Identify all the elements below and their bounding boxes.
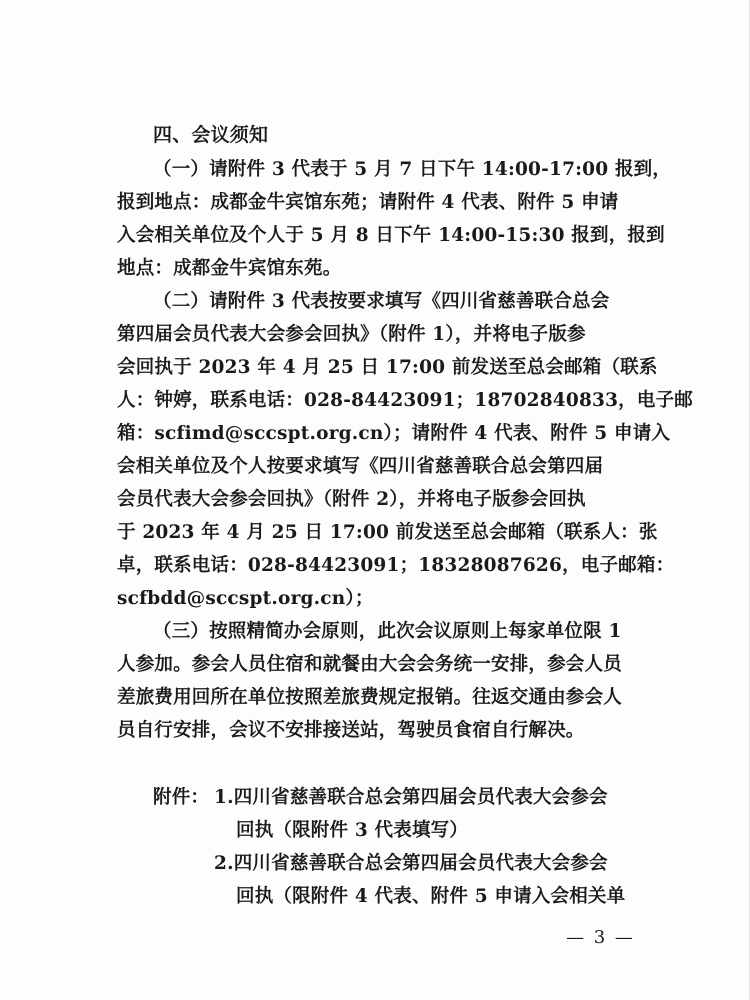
- paragraph-3-line-1: （三）按照精简办会原则，此次会议原则上每家单位限 1: [153, 621, 622, 642]
- paragraph-2-line-6: 会相关单位及个人按要求填写《四川省慈善联合总会第四届: [117, 456, 604, 477]
- section-heading: 四、会议须知: [153, 124, 269, 146]
- paragraph-2-line-9: 卓，联系电话：028-84423091；18328087626，电子邮箱：: [117, 555, 675, 576]
- paragraph-1-line-2: 报到地点：成都金牛宾馆东苑；请附件 4 代表、附件 5 申请: [117, 192, 619, 213]
- paragraph-2-line-10: scfbdd@sccspt.org.cn）；: [117, 588, 374, 609]
- paragraph-2-line-2: 第四届会员代表大会参会回执》（附件 1），并将电子版参: [117, 324, 586, 345]
- page-number: — 3 —: [566, 927, 635, 948]
- paragraph-1-line-1: （一）请附件 3 代表于 5 月 7 日下午 14:00-17:00 报到，: [153, 159, 672, 180]
- paragraph-3-line-3: 差旅费用回所在单位按照差旅费规定报销。往返交通由参会人: [117, 687, 622, 708]
- attachment-2-line-1: 2.四川省慈善联合总会第四届会员代表大会参会: [214, 853, 608, 874]
- attachment-2-line-2: 回执（限附件 4 代表、附件 5 申请入会相关单: [236, 886, 626, 907]
- paragraph-1-line-4: 地点：成都金牛宾馆东苑。: [117, 258, 342, 279]
- paragraph-2-line-7: 会员代表大会参会回执》（附件 2），并将电子版参会回执: [117, 489, 586, 510]
- paragraph-3-line-4: 员自行安排，会议不安排接送站，驾驶员食宿自行解决。: [117, 720, 585, 741]
- paragraph-2-line-1: （二）请附件 3 代表按要求填写《四川省慈善联合总会: [153, 291, 610, 312]
- paragraph-1-line-3: 入会相关单位及个人于 5 月 8 日下午 14:00-15:30 报到，报到: [117, 225, 665, 246]
- attachment-1-line-1: 1.四川省慈善联合总会第四届会员代表大会参会: [214, 787, 608, 808]
- attachments-label: 附件：: [153, 787, 210, 808]
- paragraph-3-line-2: 人参加。参会人员住宿和就餐由大会会务统一安排，参会人员: [117, 654, 622, 675]
- paragraph-2-line-8: 于 2023 年 4 月 25 日 17:00 前发送至总会邮箱（联系人：张: [117, 522, 658, 543]
- attachment-1-line-2: 回执（限附件 3 代表填写）: [236, 820, 469, 841]
- paragraph-2-line-4: 人：钟婷，联系电话：028-84423091；18702840833，电子邮: [117, 390, 693, 411]
- paragraph-2-line-3: 会回执于 2023 年 4 月 25 日 17:00 前发送至总会邮箱（联系: [117, 357, 658, 378]
- paragraph-2-line-5: 箱：scfimd@sccspt.org.cn）；请附件 4 代表、附件 5 申请入: [117, 423, 671, 444]
